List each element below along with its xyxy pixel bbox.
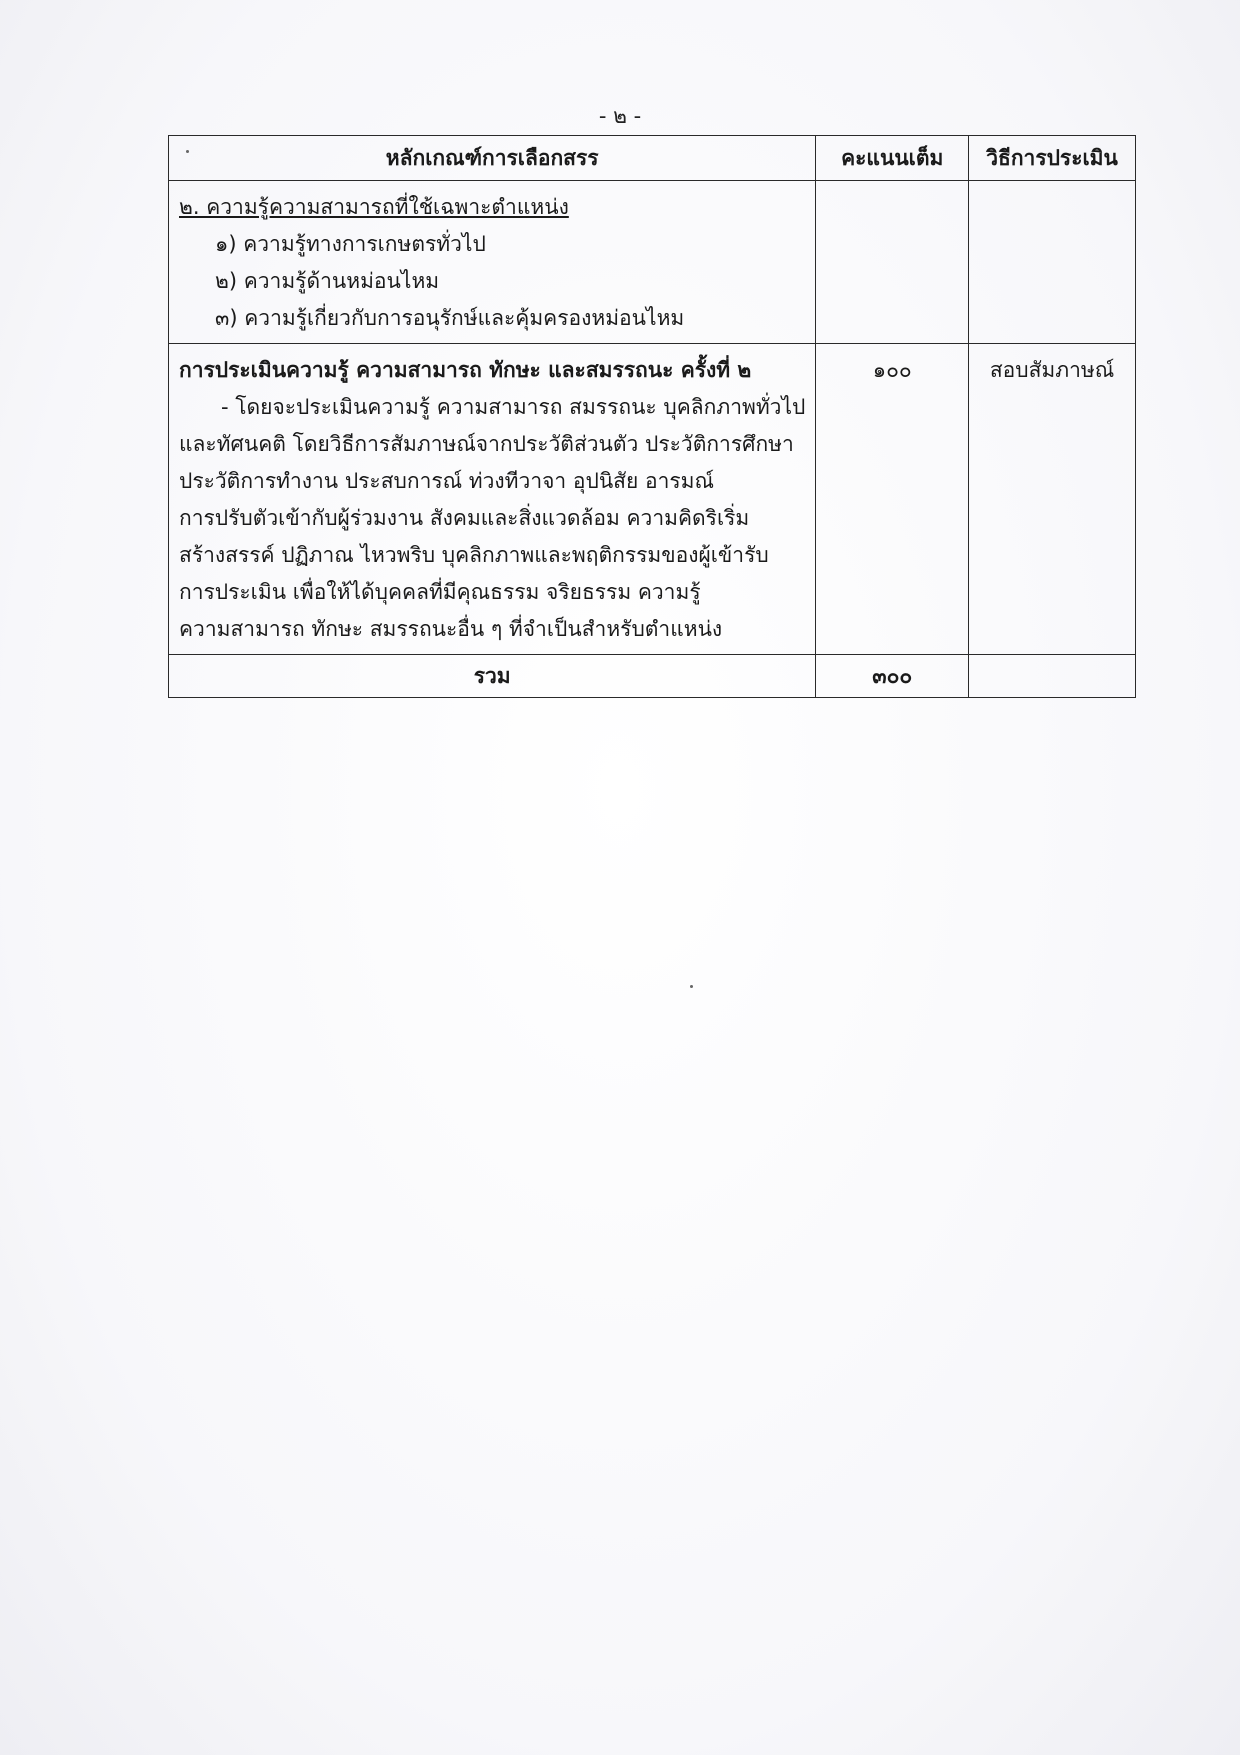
assessment2-line: ประวัติการทำงาน ประสบการณ์ ท่วงทีวาจา อุปนิสัย อารมณ์ — [179, 469, 714, 493]
selection-criteria-table — [168, 135, 1136, 698]
section2-method-cell — [969, 181, 1136, 344]
header-method: วิธีการประเมิน — [969, 136, 1136, 181]
assessment2-cell — [169, 344, 816, 655]
table-row — [169, 344, 1136, 655]
section2-cell — [169, 181, 816, 344]
section2-item: ๒) ความรู้ด้านหม่อนไหม — [215, 269, 440, 293]
assessment2-line: - โดยจะประเมินความรู้ ความสามารถ สมรรถนะ บุคลิกภาพทั่วไป — [221, 395, 806, 419]
total-label: รวม — [169, 655, 816, 698]
total-row — [169, 655, 1136, 698]
scan-speck — [690, 985, 693, 988]
section2-item: ๑) ความรู้ทางการเกษตรทั่วไป — [215, 232, 486, 256]
total-method-cell — [969, 655, 1136, 698]
total-score: ๓๐๐ — [816, 655, 969, 698]
assessment2-title: การประเมินความรู้ ความสามารถ ทักษะ และสมรรถนะ ครั้งที่ ๒ — [179, 358, 752, 382]
assessment2-line: การปรับตัวเข้ากับผู้ร่วมงาน สังคมและสิ่งแวดล้อม ความคิดริเริ่ม — [179, 506, 750, 530]
section2-item: ๓) ความรู้เกี่ยวกับการอนุรักษ์และคุ้มครองหม่อนไหม — [215, 306, 685, 330]
header-full-score: คะแนนเต็ม — [816, 136, 969, 181]
assessment2-line: สร้างสรรค์ ปฏิภาณ ไหวพริบ บุคลิกภาพและพฤติกรรมของผู้เข้ารับ — [179, 543, 769, 567]
scan-speck — [186, 150, 189, 153]
table-header-row — [169, 136, 1136, 181]
header-criteria: หลักเกณฑ์การเลือกสรร — [169, 136, 816, 181]
assessment2-method: สอบสัมภาษณ์ — [969, 344, 1136, 655]
assessment2-line: ความสามารถ ทักษะ สมรรถนะอื่น ๆ ที่จำเป็นสำหรับตำแหน่ง — [179, 617, 723, 641]
section2-score-cell — [816, 181, 969, 344]
assessment2-line: และทัศนคติ โดยวิธีการสัมภาษณ์จากประวัติส่วนตัว ประวัติการศึกษา — [179, 432, 794, 456]
section2-title: ๒. ความรู้ความสามารถที่ใช้เฉพาะตำแหน่ง — [179, 195, 569, 219]
page-number: - ๒ - — [598, 104, 642, 128]
assessment2-score: ๑๐๐ — [816, 344, 969, 655]
assessment2-line: การประเมิน เพื่อให้ได้บุคคลที่มีคุณธรรม จริยธรรม ความรู้ — [179, 580, 701, 604]
table-row — [169, 181, 1136, 344]
